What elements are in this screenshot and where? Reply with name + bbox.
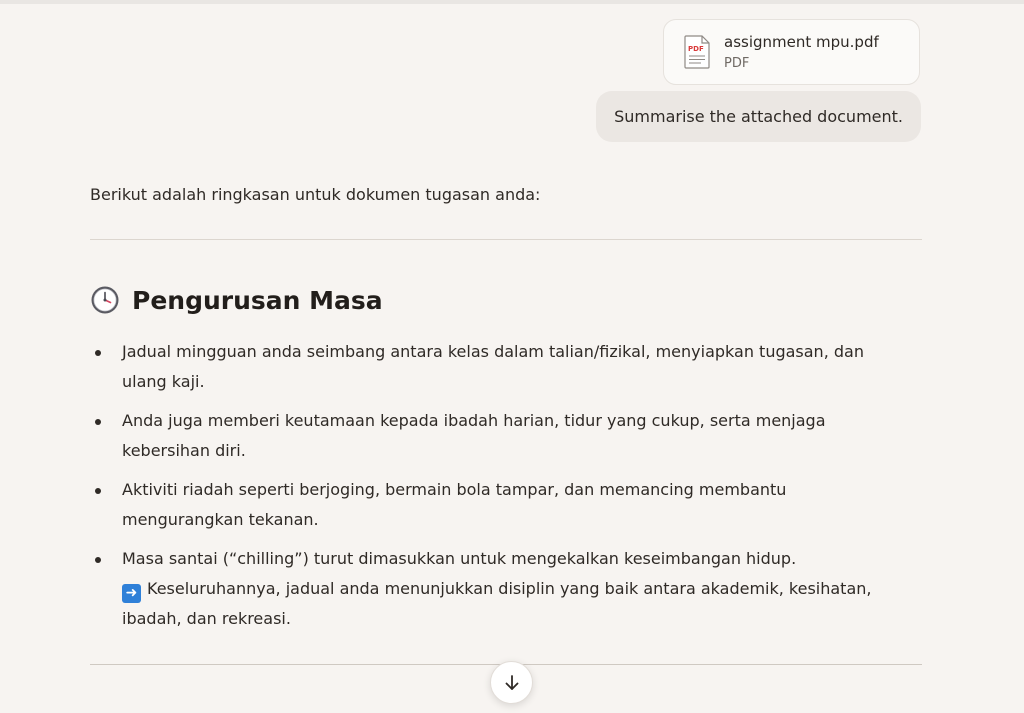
list-item (90, 406, 922, 466)
pdf-file-icon (684, 35, 710, 69)
attachment-file-type: PDF (724, 56, 750, 71)
scroll-to-bottom-button[interactable] (490, 661, 533, 704)
list-item (90, 544, 922, 634)
bullet-text-line: Masa santai (“chilling”) turut dimasukkan untuk mengekalkan keseimbangan hidup. (122, 549, 797, 568)
arrow-down-icon (502, 673, 522, 693)
section-heading (90, 282, 383, 318)
bullet-text-line: Anda juga memberi keutamaan kepada ibadah harian, tidur yang cukup, serta menjaga (122, 411, 826, 430)
list-item (90, 337, 922, 397)
section-divider (90, 239, 922, 240)
response-intro: Berikut adalah ringkasan untuk dokumen tugasan anda: (90, 185, 541, 204)
bullet-text-line: mengurangkan tekanan. (122, 510, 319, 529)
bullet-text-line: kebersihan diri. (122, 441, 246, 460)
right-arrow-emoji-icon: ➜ (122, 584, 141, 603)
attachment-card[interactable] (663, 19, 920, 85)
pdf-icon-label: PDF (688, 45, 704, 53)
bullet-text-line: ulang kaji. (122, 372, 205, 391)
bullet-list (90, 337, 922, 643)
bullet-text-line: Jadual mingguan anda seimbang antara kelas dalam talian/fizikal, menyiapkan tugasan, dan (122, 342, 864, 361)
bullet-text-line: Keseluruhannya, jadual anda menunjukkan disiplin yang baik antara akademik, kesihatan, (147, 579, 872, 598)
section-title: Pengurusan Masa (132, 285, 383, 315)
bullet-text-line: ibadah, dan rekreasi. (122, 609, 291, 628)
top-bar (0, 0, 1024, 4)
bullet-text-line: Aktiviti riadah seperti berjoging, bermain bola tampar, dan memancing membantu (122, 480, 787, 499)
attachment-file-name: assignment mpu.pdf (724, 33, 879, 51)
user-message-bubble: Summarise the attached document. (596, 91, 921, 142)
clock-emoji-icon (90, 285, 120, 315)
bullet-text-line-with-arrow (122, 574, 922, 604)
list-item (90, 475, 922, 535)
